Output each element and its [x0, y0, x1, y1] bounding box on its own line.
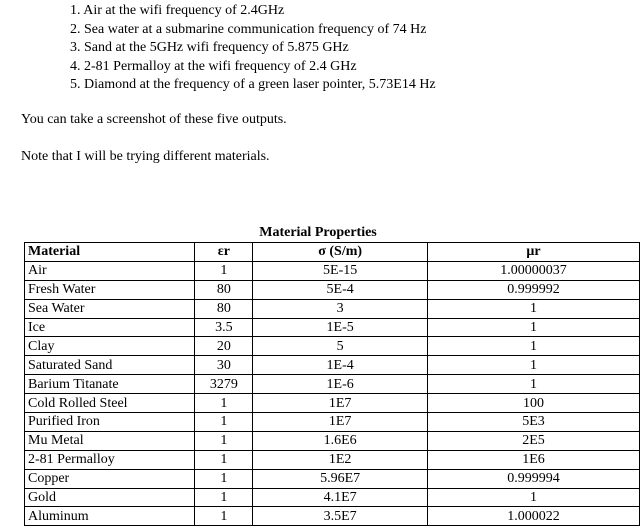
cell-mu: 1 — [427, 318, 639, 337]
cell-eps: 1 — [195, 413, 253, 432]
cell-eps: 1 — [195, 261, 253, 280]
cell-mu: 0.999992 — [427, 280, 639, 299]
cell-mu: 1 — [427, 488, 639, 507]
table-row — [25, 375, 640, 394]
cell-eps: 1 — [195, 450, 253, 469]
cell-mu: 1E6 — [427, 450, 639, 469]
cell-mu: 1 — [427, 375, 639, 394]
cell-material: Sea Water — [25, 299, 195, 318]
cell-material: Air — [25, 261, 195, 280]
cell-material: Fresh Water — [25, 280, 195, 299]
table-caption — [24, 224, 612, 241]
list-item: 4. 2-81 Permalloy at the wifi frequency of 2.4 GHz — [70, 58, 357, 74]
cell-mu: 0.999994 — [427, 469, 639, 488]
cell-eps: 30 — [195, 356, 253, 375]
table-row — [25, 450, 640, 469]
material-properties-table — [24, 242, 640, 526]
cell-material: Saturated Sand — [25, 356, 195, 375]
cell-sigma: 1.6E6 — [253, 431, 428, 450]
table-row — [25, 356, 640, 375]
cell-sigma: 1E-6 — [253, 375, 428, 394]
cell-eps: 1 — [195, 488, 253, 507]
cell-mu: 1 — [427, 337, 639, 356]
cell-material: Aluminum — [25, 507, 195, 526]
cell-material: Copper — [25, 469, 195, 488]
cell-eps: 80 — [195, 299, 253, 318]
cell-sigma: 4.1E7 — [253, 488, 428, 507]
cell-eps: 1 — [195, 431, 253, 450]
cell-sigma: 5E-4 — [253, 280, 428, 299]
cell-material: Ice — [25, 318, 195, 337]
cell-eps: 80 — [195, 280, 253, 299]
cell-sigma: 3 — [253, 299, 428, 318]
cell-eps: 3.5 — [195, 318, 253, 337]
cell-sigma: 3.5E7 — [253, 507, 428, 526]
cell-material: Cold Rolled Steel — [25, 394, 195, 413]
materials-note: Note that I will be trying different materials. — [21, 149, 270, 164]
screenshot-instruction: You can take a screenshot of these five outputs. — [21, 112, 287, 127]
table-row — [25, 318, 640, 337]
cell-eps: 1 — [195, 394, 253, 413]
header-material: Material — [25, 243, 195, 262]
table-row — [25, 280, 640, 299]
cell-eps: 1 — [195, 469, 253, 488]
cell-mu: 5E3 — [427, 413, 639, 432]
cell-mu: 1.000022 — [427, 507, 639, 526]
cell-sigma: 5E-15 — [253, 261, 428, 280]
cell-sigma: 1E-4 — [253, 356, 428, 375]
list-item: 2. Sea water at a submarine communication frequency of 74 Hz — [70, 21, 427, 37]
cell-material: Mu Metal — [25, 431, 195, 450]
cell-mu: 2E5 — [427, 431, 639, 450]
cell-mu: 1 — [427, 356, 639, 375]
table-row — [25, 337, 640, 356]
header-eps: εr — [195, 243, 253, 262]
table-row — [25, 261, 640, 280]
cell-material: Clay — [25, 337, 195, 356]
table-body — [25, 261, 640, 525]
cell-eps: 20 — [195, 337, 253, 356]
table-caption-text: Material Properties — [259, 225, 377, 240]
cell-sigma: 1E2 — [253, 450, 428, 469]
cell-sigma: 5 — [253, 337, 428, 356]
cell-mu: 1 — [427, 299, 639, 318]
table-row — [25, 469, 640, 488]
cell-sigma: 5.96E7 — [253, 469, 428, 488]
header-mu: μr — [427, 243, 639, 262]
header-sigma: σ (S/m) — [253, 243, 428, 262]
task-list — [70, 2, 436, 95]
cell-eps: 1 — [195, 507, 253, 526]
table-row — [25, 299, 640, 318]
list-item: 1. Air at the wifi frequency of 2.4GHz — [70, 3, 285, 18]
cell-material: Barium Titanate — [25, 375, 195, 394]
table-header-row — [25, 243, 640, 262]
cell-sigma: 1E7 — [253, 413, 428, 432]
cell-mu: 100 — [427, 394, 639, 413]
cell-material: Purified Iron — [25, 413, 195, 432]
table-row — [25, 488, 640, 507]
cell-sigma: 1E7 — [253, 394, 428, 413]
cell-material: Gold — [25, 488, 195, 507]
cell-sigma: 1E-5 — [253, 318, 428, 337]
list-item: 5. Diamond at the frequency of a green laser pointer, 5.73E14 Hz — [70, 77, 436, 92]
cell-eps: 3279 — [195, 375, 253, 394]
table-row — [25, 413, 640, 432]
table-row — [25, 507, 640, 526]
table-row — [25, 431, 640, 450]
cell-mu: 1.00000037 — [427, 261, 639, 280]
cell-material: 2-81 Permalloy — [25, 450, 195, 469]
list-item: 3. Sand at the 5GHz wifi frequency of 5.875 GHz — [70, 40, 349, 55]
table-row — [25, 394, 640, 413]
